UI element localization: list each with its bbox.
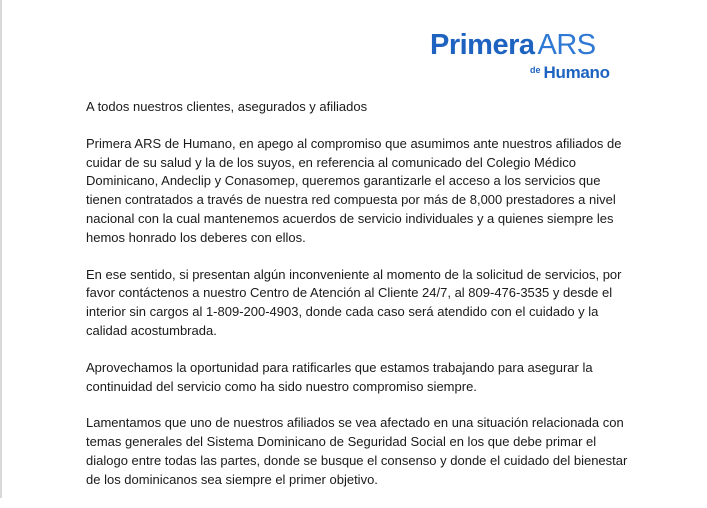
primera-ars-logo — [430, 28, 640, 84]
page-left-edge — [0, 0, 2, 498]
letter-paragraph-2: En ese sentido, si presentan algún inconveniente al momento de la solicitud de servicios, por favor contáctenos a nuestro Centro de Atención al Cliente 24/7, al 809-476-3535 y desde el interior sin cargos al 1-809-200-4903, donde cada caso será atendido con el cuidado y la calidad acostumbrada. — [86, 266, 622, 338]
letter-salutation: A todos nuestros clientes, asegurados y afiliados — [86, 99, 368, 114]
letter-body — [86, 98, 634, 508]
logo-de-text: de — [530, 65, 541, 75]
logo-humano-text: Humano — [543, 63, 610, 82]
logo-wordmark — [430, 28, 596, 62]
logo-primera-text: Primera — [430, 29, 535, 61]
letter-paragraph-4: Lamentamos que uno de nuestros afiliados se vea afectado en una situación relacionada con temas generales del Sistema Dominicano de Seguridad Social en los que debe primar el dialogo entre todas las partes, donde se busque el consenso y donde el cuidado del bienestar de los dominicanos sea siempre el primer objetivo. — [86, 415, 628, 487]
letter-paragraph-1: Primera ARS de Humano, en apego al compromiso que asumimos ante nuestros afiliados de cuidar de su salud y la de los suyos, en referencia al comunicado del Colegio Médico Dominicano, Andeclip y Conasomep, queremos garantizarle el acceso a los servicios que tienen contratados a través de nuestra red compuesta por más de 8,000 prestadores a nivel nacional con la cual mantenemos acuerdos de servicio individuales y a quienes siempre les hemos honrado los deberes con ellos. — [86, 135, 622, 245]
logo-subbrand — [530, 61, 610, 82]
logo-ars-text: ARS — [537, 29, 596, 61]
letter-paragraph-3: Aprovechamos la oportunidad para ratificarles que estamos trabajando para asegurar la continuidad del servicio como ha sido nuestro compromiso siempre. — [86, 359, 593, 394]
